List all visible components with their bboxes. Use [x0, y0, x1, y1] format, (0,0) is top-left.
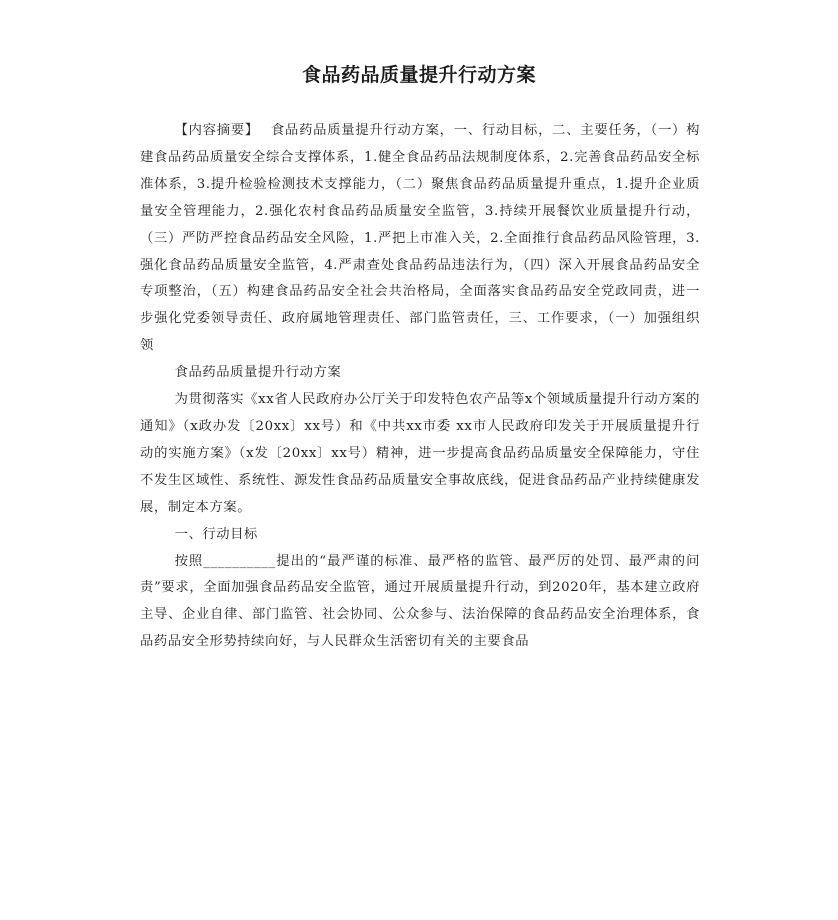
section1-heading: 一、行动目标 [174, 526, 258, 542]
subtitle: 食品药品质量提升行动方案 [174, 365, 342, 381]
section1-paragraph: 按照__________提出的“最严谨的标准、最严格的监管、最严厉的处罚、最严肃的问责”要求，全面加强食品药品安全监管，通过开展质量提升行动，到2020年，基本建立政府主导、企业自律、部门监管、社会协同、公众参与、法治保障的食品药品安全治理体系，食品药品安全形势持续向好，与人民群众生活密切有关的主要食品 [140, 553, 700, 650]
document-body [140, 118, 700, 656]
document-title: 食品药品质量提升行动方案 [301, 64, 536, 86]
intro-paragraph: 为贯彻落实《xx省人民政府办公厅关于印发特色农产品等x个领域质量提升行动方案的通知》（x政办发〔20xx〕xx号）和《中共xx市委 xx市人民政府印发关于开展质量提升行动的实施方案》（x发〔20xx〕xx号）精神，进一步提高食品药品质量安全保障能力，守住不发生区域性、系统性、源发性食品药品质量安全事故底线，促进食品药品产业持续健康发展，制定本方案。 [140, 392, 700, 515]
abstract-text: 食品药品质量提升行动方案，一、行动目标，二、主要任务，（一）构建食品药品质量安全综合支撑体系，1.健全食品药品法规制度体系，2.完善食品药品安全标准体系，3.提升检验检测技术支撑能力，（二）聚焦食品药品质量提升重点，1.提升企业质量安全管理能力，2.强化农村食品药品质量安全监管，3.持续开展餐饮业质量提升行动，（三）严防严控食品药品安全风险，1.严把上市准入关，2.全面推行食品药品风险管理，3.强化食品药品质量安全监管，4.严肃查处食品药品违法行为，（四）深入开展食品药品安全专项整治，（五）构建食品药品安全社会共治格局，全面落实食品药品安全党政同责，进一步强化党委领导责任、政府属地管理责任、部门监管责任，三、工作要求，（一）加强组织领 [140, 123, 701, 354]
abstract-label: 【内容摘要】 [174, 123, 259, 138]
abstract-paragraph [140, 118, 700, 360]
